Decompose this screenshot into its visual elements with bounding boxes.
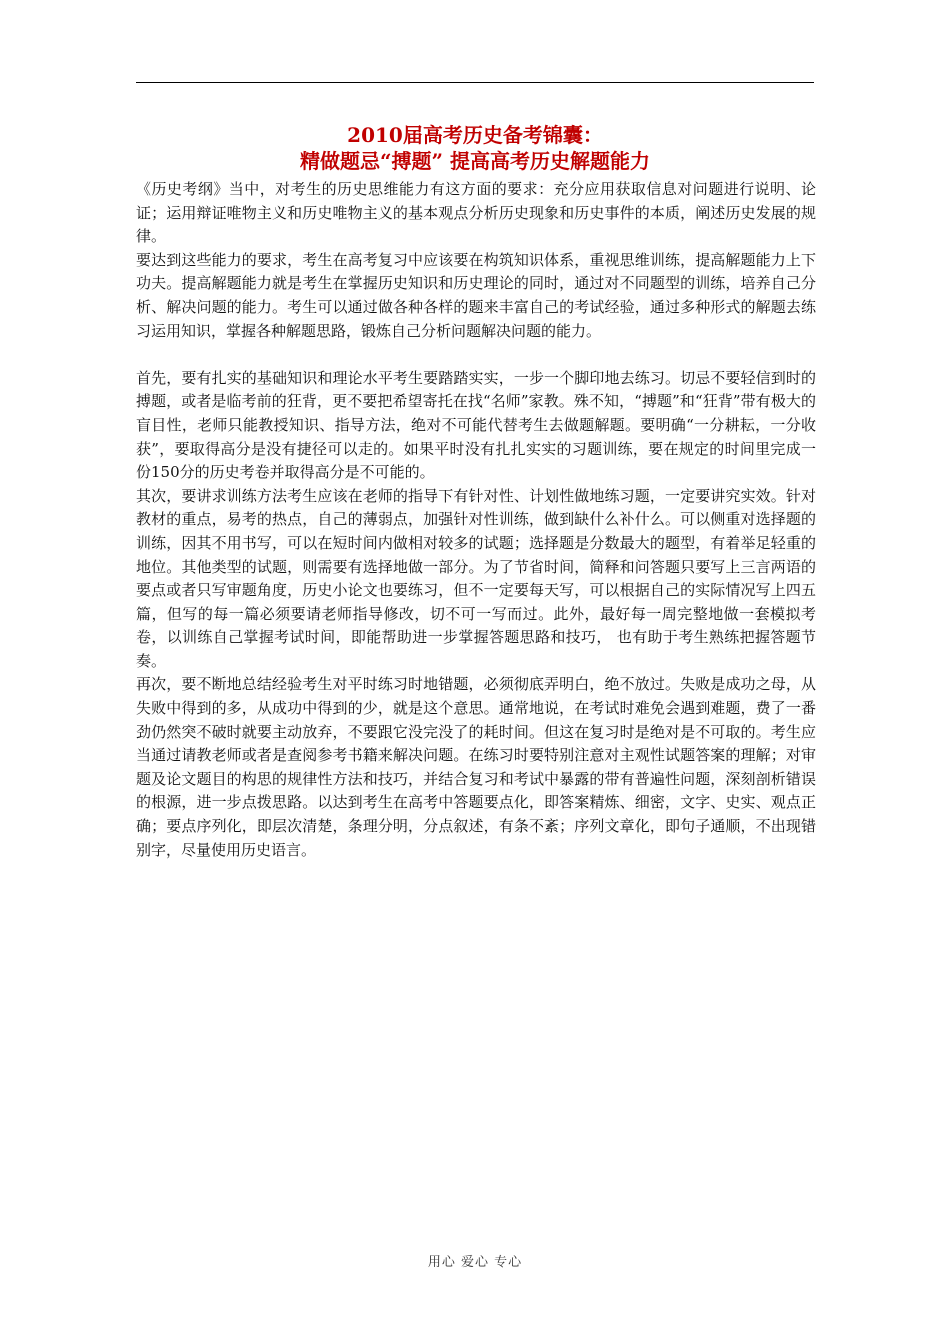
page-footer: 用心 爱心 专心 xyxy=(427,1255,523,1270)
title-line-2: 精做题忌“搏题” 提高高考历史解题能力 xyxy=(300,149,650,173)
title-line-1: 2010届高考历史备考锦囊： xyxy=(347,123,603,147)
paragraph-syllabus: 《历史考纲》当中，对考生的历史思维能力有这方面的要求：充分应用获取信息对问题进行说明、论证；运用辩证唯物主义和历史唯物主义的基本观点分析历史现象和历史事件的本质，阐述历史发展的规律。 xyxy=(136,180,816,246)
paragraph-ability: 要达到这些能力的要求，考生在高考复习中应该要在构筑知识体系，重视思维训练，提高解题能力上下功夫。提高解题能力就是考生在掌握历史知识和历史理论的同时，通过对不同题型的训练，培养自己分析、解决问题的能力。考生可以通过做各种各样的题来丰富自己的考试经验，通过多种形式的解题去练习运用知识，掌握各种解题思路，锻炼自己分析问题解决问题的能力。 xyxy=(136,250,816,340)
paragraph-first: 首先，要有扎实的基础知识和理论水平考生要踏踏实实，一步一个脚印地去练习。切忌不要轻信到时的搏题，或者是临考前的狂背，更不要把希望寄托在找“名师”家教。殊不知，“搏题”和“狂背”带有极大的盲目性，老师只能教授知识、指导方法，绝对不可能代替考生去做题解题。要明确“一分耕耘，一分收获”，要取得高分是没有捷径可以走的。如果平时没有扎扎实实的习题训练，要在规定的时间里完成一份150分的历史考卷并取得高分是不可能的。 xyxy=(136,368,816,482)
header-rule xyxy=(136,82,814,83)
paragraph-second: 其次，要讲求训练方法考生应该在老师的指导下有针对性、计划性做地练习题，一定要讲究实效。针对教材的重点，易考的热点，自己的薄弱点，加强针对性训练，做到缺什么补什么。可以侧重对选择题的训练，因其不用书写，可以在短时间内做相对较多的试题；选择题是分数最大的题型，有着举足轻重的地位。其他类型的试题，则需要有选择地做一部分。为了节省时间，简释和问答题只要写上三言两语的要点或者只写审题角度，历史小论文也要练习，但不一定要每天写，可以根据自己的实际情况写上四五篇，但写的每一篇必须要请老师指导修改，切不可一写而过。此外，最好每一周完整地做一套模拟考卷，以训练自己掌握考试时间，即能帮助进一步掌握答题思路和技巧， 也有助于考生熟练把握答题节奏。 xyxy=(136,486,816,670)
paragraph-third: 再次，要不断地总结经验考生对平时练习时地错题，必须彻底弄明白，绝不放过。失败是成功之母，从失败中得到的多，从成功中得到的少，就是这个意思。通常地说，在考试时难免会遇到难题，费了一番劲仍然突不破时就要主动放弃，不要跟它没完没了的耗时间。但这在复习时是绝对是不可取的。考生应当通过请教老师或者是查阅参考书籍来解决问题。在练习时要特别注意对主观性试题答案的理解；对审题及论文题目的构思的规律性方法和技巧，并结合复习和考试中暴露的带有普遍性问题，深刻剖析错误的根源，进一步点拨思路。以达到考生在高考中答题要点化，即答案精炼、细密，文字、史实、观点正确；要点序列化，即层次清楚，条理分明，分点叙述，有条不紊；序列文章化，即句子通顺，不出现错别字，尽量使用历史语言。 xyxy=(136,675,816,859)
document-title xyxy=(136,122,814,174)
document-body xyxy=(136,178,816,862)
